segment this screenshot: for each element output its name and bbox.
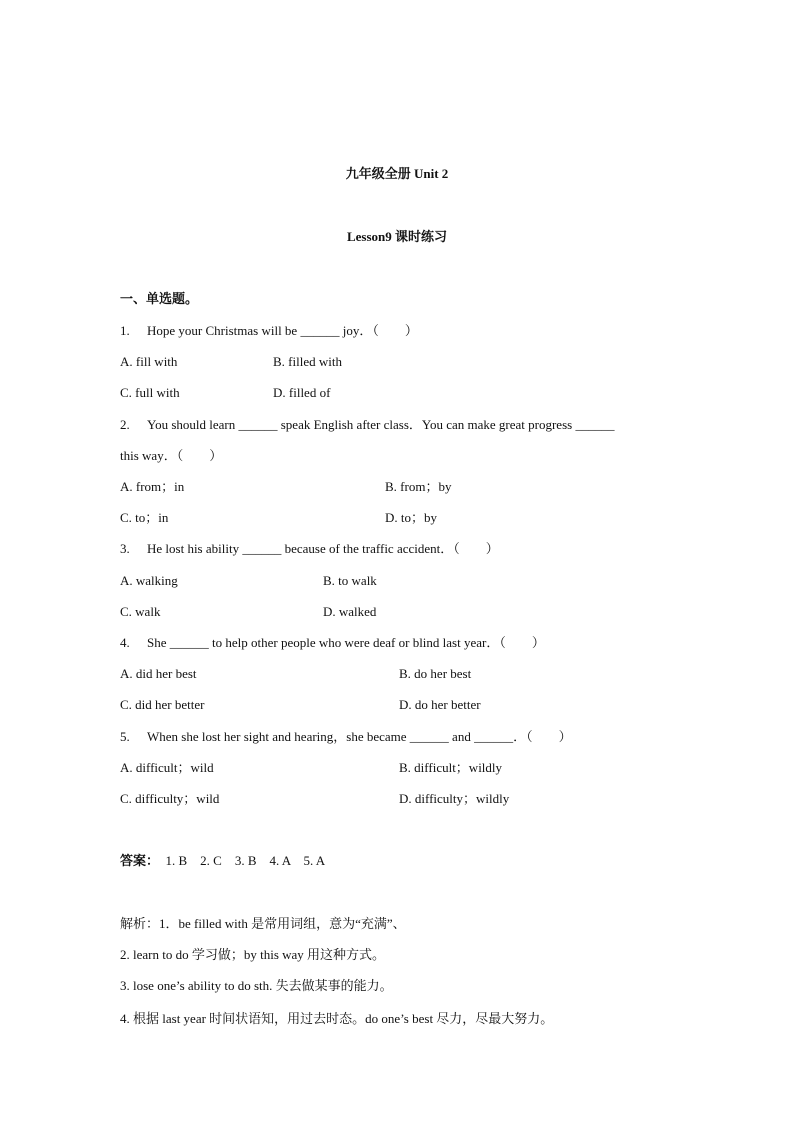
answer-label: 答案： (120, 853, 160, 868)
question-4-option-b: B. do her best (399, 666, 472, 681)
explanation-3: 3. lose one’s ability to do sth. 失去做某事的能力。 (120, 978, 393, 993)
question-1 (120, 323, 418, 339)
question-5-option-d: D. difficulty；wildly (399, 791, 510, 806)
document-subtitle: Lesson9 课时练习 (346, 229, 448, 244)
question-5-number: 5. (120, 729, 130, 744)
question-4-option-a: A. did her best (120, 666, 197, 681)
question-4-text: She ______ to help other people who were deaf or blind last year．（ ） (147, 635, 545, 650)
question-1-option-a: A. fill with (120, 354, 178, 369)
question-4-option-d: D. do her better (399, 697, 481, 712)
question-3-number: 3. (120, 541, 130, 556)
question-2-number: 2. (120, 417, 130, 432)
document-title: 九年级全册 Unit 2 (345, 166, 449, 181)
question-2-text: You should learn ______ speak English after class．You can make great progress ______ (147, 417, 615, 432)
answer-key (120, 853, 325, 869)
question-3 (120, 541, 499, 557)
question-2-text-continued: this way．（ ） (120, 448, 223, 463)
question-5-option-b: B. difficult；wildly (399, 760, 503, 775)
question-1-number: 1. (120, 323, 130, 338)
question-4 (120, 635, 545, 651)
question-1-option-c: C. full with (120, 385, 180, 400)
question-2 (120, 417, 614, 433)
explanation-2: 2. learn to do 学习做；by this way 用这种方式。 (120, 947, 386, 962)
question-2-option-a: A. from；in (120, 479, 185, 494)
question-4-number: 4. (120, 635, 130, 650)
explanation-1: 解析：1．be filled with 是常用词组，意为“充满”、 (120, 916, 406, 931)
explanation-4: 4. 根据 last year 时间状语知，用过去时态。do one’s best 尽力，尽最大努力。 (120, 1011, 554, 1026)
question-3-option-d: D. walked (323, 604, 377, 619)
question-2-option-d: D. to；by (385, 510, 438, 525)
question-3-option-a: A. walking (120, 573, 178, 588)
question-3-text: He lost his ability ______ because of the traffic accident．（ ） (147, 541, 499, 556)
section-heading: 一、单选题。 (120, 291, 199, 306)
question-1-text: Hope your Christmas will be ______ joy．（ ） (147, 323, 418, 338)
question-5 (120, 729, 572, 745)
question-1-option-b: B. filled with (273, 354, 342, 369)
question-4-option-c: C. did her better (120, 697, 205, 712)
question-1-option-d: D. filled of (273, 385, 331, 400)
question-5-option-a: A. difficult；wild (120, 760, 214, 775)
question-2-option-b: B. from；by (385, 479, 452, 494)
question-5-option-c: C. difficulty；wild (120, 791, 220, 806)
question-3-option-c: C. walk (120, 604, 161, 619)
question-2-option-c: C. to；in (120, 510, 169, 525)
answer-values: 1. B 2. C 3. B 4. A 5. A (165, 853, 326, 868)
question-5-text: When she lost her sight and hearing，she became ______ and ______．（ ） (147, 729, 572, 744)
question-3-option-b: B. to walk (323, 573, 377, 588)
